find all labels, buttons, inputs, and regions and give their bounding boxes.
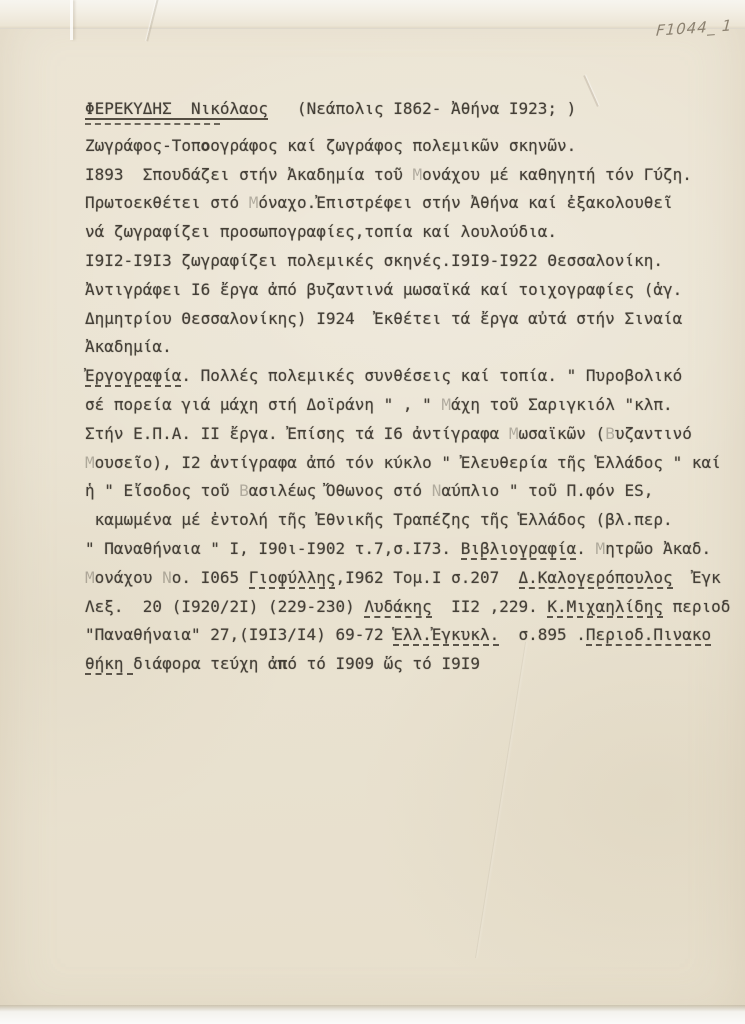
text-line [85, 621, 725, 650]
underlined-term: θήκη [85, 654, 134, 674]
text-segment: (Νεάπολις Ι862- Ἀθήνα Ι923; ) [268, 99, 577, 118]
text-line [85, 650, 725, 679]
text-line [85, 333, 725, 362]
faint-character: Μ [595, 538, 606, 558]
text-line [85, 362, 725, 391]
text-segment: ασιλέως Ὄθωνος στό [248, 481, 432, 501]
overstruck-character: π [277, 654, 288, 674]
text-segment: . [576, 538, 596, 558]
faint-character: Β [239, 481, 249, 501]
scan-bottom-edge [0, 1005, 745, 1024]
text-segment: σέ πορεία γιά μάχη στή Δοϊράνη " , " [85, 394, 442, 414]
underlined-term: Λυδάκης [364, 596, 432, 616]
text-segment: ΙΙ2 ,229. [431, 596, 548, 616]
underlined-term: Ἑλλ.Ἐγκυκλ. [393, 625, 500, 645]
archival-number-annotation: F1044_ 1 [655, 16, 734, 40]
text-line [85, 449, 725, 478]
text-segment: ουσεῖο), Ι2 ἀντίγραφα ἀπό τόν κύκλο " Ἐλευθερία τῆς Ἑλλάδος " καί [94, 452, 721, 472]
text-line [85, 305, 725, 334]
text-segment: υζαντινό [614, 423, 692, 443]
text-segment: ογράφος καί ζωγράφος πολεμικῶν σκηνῶν. [210, 135, 577, 155]
text-segment: νά ζωγραφίζει προσωπογραφίες,τοπία καί λουλούδια. [85, 222, 558, 242]
text-line [85, 95, 725, 124]
underlined-term: Γιοφύλλης [248, 567, 336, 587]
text-segment: Ἐγκ [672, 567, 721, 587]
overstruck-character: ο [200, 135, 211, 155]
text-segment: Ι9Ι2-Ι9Ι3 ζωγραφίζει πολεμικές σκηνές.Ι9Ι9-Ι922 Θεσσαλονίκη. [85, 250, 663, 270]
text-segment: " Παναθήναια " Ι, Ι90ι-Ι902 τ.7,σ.Ι73. [85, 538, 461, 558]
text-segment: Δημητρίου Θεσσαλονίκης) Ι924 Ἐκθέτει τά ἔργα αὐτά στήν Σιναία [85, 308, 683, 328]
text-line [85, 477, 725, 506]
text-segment: αύπλιο " τοῦ Π.φόν ES, [441, 481, 654, 501]
faint-character: Ν [431, 481, 442, 501]
text-segment: ἡ " Εἴσοδος τοῦ [85, 481, 240, 501]
text-segment: ο. Ι065 [171, 567, 249, 587]
faint-character: Μ [412, 164, 423, 184]
text-line [85, 189, 725, 218]
text-segment: "Παναθήναια" 27,(Ι9Ι3/Ι4) 69-72 [85, 625, 394, 645]
underlined-term: Περιοδ.Πινακο [585, 625, 712, 645]
text-segment: καμωμένα μέ ἐντολή τῆς Ἐθνικῆς Τραπέζης τῆς Ἑλλάδος (βλ.περ. [85, 510, 673, 530]
text-segment: άχη τοῦ Σαριγκιόλ "κλπ. [451, 394, 673, 414]
text-line [85, 276, 725, 305]
typewritten-text-block [85, 95, 731, 679]
text-line [85, 564, 725, 593]
faint-character: Μ [441, 394, 452, 414]
text-line [85, 506, 725, 535]
text-segment: περιοδ [662, 596, 731, 616]
text-line [85, 420, 725, 449]
text-segment: ό τό Ι909 ὥς τό Ι9Ι9 [287, 654, 480, 674]
text-line [85, 161, 725, 190]
faint-character: Μ [85, 452, 95, 472]
person-name-header: ΦΕΡΕΚΥΔΗΣ Νικόλαος [85, 99, 269, 118]
text-segment: Ζωγράφος-Τοπ [85, 135, 201, 155]
text-line [85, 535, 725, 564]
text-segment: Ἀντιγράφει Ι6 ἔργα ἀπό βυζαντινά μωσαϊκά καί τοιχογραφίες (ἁγ. [85, 279, 683, 299]
faint-character: Ν [162, 567, 172, 587]
scan-top-edge [0, 0, 745, 29]
faint-character: Μ [85, 567, 95, 587]
text-line [85, 218, 725, 247]
text-segment: Ἀκαδημία. [85, 337, 172, 357]
underlined-term: Κ.Μιχαηλίδης [547, 596, 663, 616]
text-segment: ωσαϊκῶν ( [518, 423, 606, 443]
faint-character: Μ [248, 193, 259, 213]
text-segment: διάφορα τεύχη ἀ [133, 654, 278, 674]
text-segment: ,Ι962 Τομ.Ι σ.207 [335, 567, 519, 587]
text-segment: σ.895 . [499, 625, 586, 645]
text-segment: ητρῶο Ἀκαδ. [605, 538, 712, 558]
text-line [85, 391, 725, 420]
text-line [85, 247, 725, 276]
underlined-term: Δ.Καλογερόπουλος [518, 567, 673, 587]
text-segment: Πρωτοεκθέτει στό [85, 193, 249, 213]
paper-crease [475, 642, 526, 958]
text-line [85, 593, 731, 622]
text-segment: . Πολλές πολεμικές συνθέσεις καί τοπία. " Πυροβολικό [181, 366, 683, 386]
text-segment: Λεξ. 20 (Ι920/2Ι) (229-230) [85, 596, 365, 616]
faint-character: Β [605, 423, 615, 443]
text-segment: ονάχου μέ καθηγητή τόν Γύζη. [422, 164, 692, 184]
text-segment: Στήν Ε.Π.Α. ΙΙ ἔργα. Ἐπίσης τά Ι6 ἀντίγραφα [85, 423, 509, 443]
text-line [85, 132, 725, 161]
underlined-term: Ἐργογραφία [85, 366, 182, 386]
faint-character: Μ [508, 423, 519, 443]
text-segment: Ι893 Σπουδάζει στήν Ἀκαδημία τοῦ [85, 164, 413, 184]
text-segment: όναχο.Ἐπιστρέφει στήν Ἀθήνα καί ἐξακολουθεῖ [258, 193, 673, 213]
underlined-term: Βιβλιογραφία [460, 538, 577, 558]
text-segment: ονάχου [94, 567, 163, 587]
